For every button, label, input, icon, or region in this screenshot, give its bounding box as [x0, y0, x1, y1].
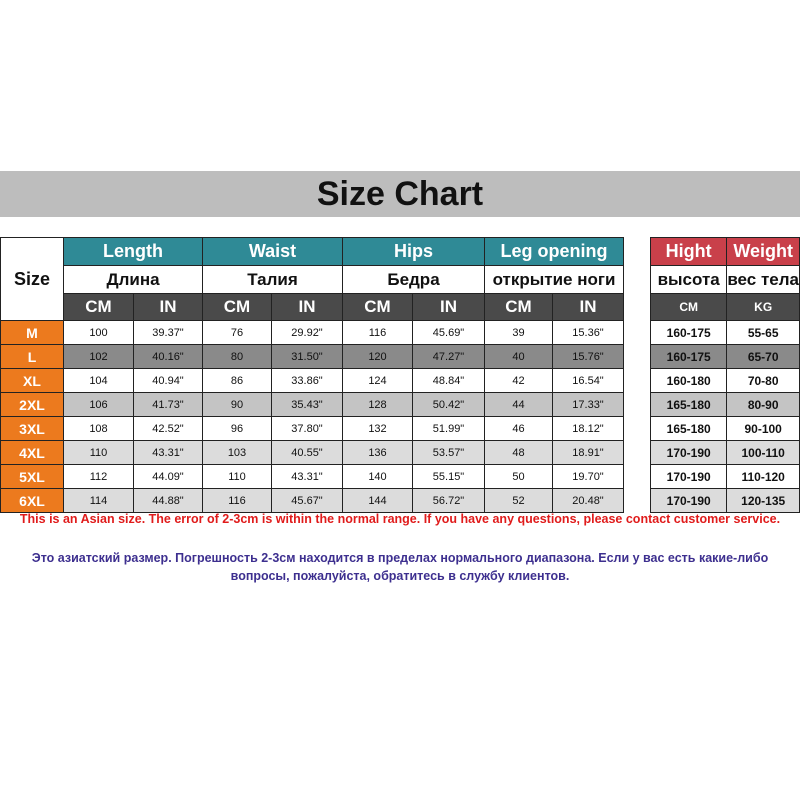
header-length-ru: Длина: [64, 266, 203, 294]
header-waist: Waist: [203, 238, 343, 266]
cell-waist-cm: 90: [203, 393, 272, 417]
unit-in: IN: [272, 294, 343, 321]
cell-leg-cm: 48: [485, 441, 553, 465]
cell-leg-cm: 40: [485, 345, 553, 369]
table-row: [1, 417, 624, 441]
cell-leg-in: 20.48": [553, 489, 624, 513]
cell-leg-in: 19.70": [553, 465, 624, 489]
cell-height: 170-190: [651, 441, 727, 465]
cell-waist-cm: 96: [203, 417, 272, 441]
cell-hips-in: 55.15": [413, 465, 485, 489]
header-height-ru: высота: [651, 266, 727, 294]
cell-height: 170-190: [651, 489, 727, 513]
cell-weight: 120-135: [727, 489, 800, 513]
cell-waist-cm: 103: [203, 441, 272, 465]
header-hips: Hips: [343, 238, 485, 266]
cell-weight: 55-65: [727, 321, 800, 345]
cell-waist-in: 45.67": [272, 489, 343, 513]
cell-height: 170-190: [651, 465, 727, 489]
table-row: [651, 345, 800, 369]
cell-leg-in: 15.76": [553, 345, 624, 369]
header-weight: Weight: [727, 238, 800, 266]
cell-length-cm: 110: [64, 441, 134, 465]
header-height: Hight: [651, 238, 727, 266]
cell-waist-in: 43.31": [272, 465, 343, 489]
cell-waist-in: 29.92": [272, 321, 343, 345]
unit-in: IN: [413, 294, 485, 321]
page-title: Size Chart: [0, 171, 800, 217]
cell-length-in: 43.31": [134, 441, 203, 465]
table-row: [651, 393, 800, 417]
size-label: 4XL: [1, 441, 64, 465]
cell-leg-cm: 42: [485, 369, 553, 393]
cell-length-cm: 114: [64, 489, 134, 513]
table-row: [1, 393, 624, 417]
size-label: 6XL: [1, 489, 64, 513]
cell-hips-in: 51.99": [413, 417, 485, 441]
cell-leg-cm: 50: [485, 465, 553, 489]
cell-weight: 70-80: [727, 369, 800, 393]
size-label: L: [1, 345, 64, 369]
cell-hips-cm: 132: [343, 417, 413, 441]
table-row: [1, 369, 624, 393]
unit-height: CM: [651, 294, 727, 321]
size-label: M: [1, 321, 64, 345]
cell-length-in: 39.37": [134, 321, 203, 345]
cell-hips-cm: 124: [343, 369, 413, 393]
cell-hips-in: 47.27": [413, 345, 485, 369]
cell-leg-cm: 44: [485, 393, 553, 417]
table-row: [1, 489, 624, 513]
table-row: [651, 465, 800, 489]
cell-hips-cm: 136: [343, 441, 413, 465]
cell-height: 165-180: [651, 417, 727, 441]
header-length: Length: [64, 238, 203, 266]
cell-height: 160-180: [651, 369, 727, 393]
header-weight-ru: вес тела: [727, 266, 800, 294]
header-leg-opening: Leg opening: [485, 238, 624, 266]
unit-cm: CM: [485, 294, 553, 321]
table-row: [651, 489, 800, 513]
cell-leg-cm: 39: [485, 321, 553, 345]
table-row: [651, 369, 800, 393]
table-row: [1, 321, 624, 345]
cell-waist-in: 33.86": [272, 369, 343, 393]
cell-weight: 90-100: [727, 417, 800, 441]
cell-waist-cm: 116: [203, 489, 272, 513]
cell-hips-in: 45.69": [413, 321, 485, 345]
cell-length-in: 44.88": [134, 489, 203, 513]
cell-length-in: 44.09": [134, 465, 203, 489]
table-row: [651, 417, 800, 441]
cell-length-cm: 106: [64, 393, 134, 417]
header-leg-opening-ru: открытие ноги: [485, 266, 624, 294]
cell-hips-cm: 120: [343, 345, 413, 369]
unit-in: IN: [553, 294, 624, 321]
cell-weight: 80-90: [727, 393, 800, 417]
cell-hips-in: 50.42": [413, 393, 485, 417]
cell-leg-in: 16.54": [553, 369, 624, 393]
cell-waist-cm: 86: [203, 369, 272, 393]
header-waist-ru: Талия: [203, 266, 343, 294]
cell-hips-cm: 116: [343, 321, 413, 345]
cell-hips-cm: 140: [343, 465, 413, 489]
cell-leg-cm: 46: [485, 417, 553, 441]
size-label: 3XL: [1, 417, 64, 441]
unit-cm: CM: [343, 294, 413, 321]
cell-leg-in: 18.12": [553, 417, 624, 441]
cell-waist-in: 31.50": [272, 345, 343, 369]
unit-cm: CM: [64, 294, 134, 321]
size-label: 5XL: [1, 465, 64, 489]
table-row: [651, 441, 800, 465]
cell-length-cm: 100: [64, 321, 134, 345]
cell-leg-in: 18.91": [553, 441, 624, 465]
cell-height: 160-175: [651, 321, 727, 345]
cell-weight: 65-70: [727, 345, 800, 369]
cell-waist-cm: 110: [203, 465, 272, 489]
note-russian: Это азиатский размер. Погрешность 2-3см находится в пределах нормального диапазона. Если у вас есть какие-либо вопросы, пожалуйста, обратитесь в службу клиентов.: [31, 551, 769, 583]
header-hips-ru: Бедра: [343, 266, 485, 294]
cell-length-in: 40.94": [134, 369, 203, 393]
cell-length-in: 40.16": [134, 345, 203, 369]
table-row: [1, 465, 624, 489]
cell-hips-cm: 128: [343, 393, 413, 417]
size-table: [0, 237, 624, 513]
cell-waist-cm: 80: [203, 345, 272, 369]
table-row: [1, 345, 624, 369]
cell-length-cm: 108: [64, 417, 134, 441]
cell-waist-in: 35.43": [272, 393, 343, 417]
size-header: Size: [1, 238, 64, 321]
cell-length-cm: 102: [64, 345, 134, 369]
cell-waist-in: 37.80": [272, 417, 343, 441]
unit-in: IN: [134, 294, 203, 321]
cell-leg-in: 15.36": [553, 321, 624, 345]
cell-waist-in: 40.55": [272, 441, 343, 465]
cell-length-in: 42.52": [134, 417, 203, 441]
cell-weight: 110-120: [727, 465, 800, 489]
cell-length-cm: 104: [64, 369, 134, 393]
cell-hips-in: 48.84": [413, 369, 485, 393]
size-label: XL: [1, 369, 64, 393]
cell-waist-cm: 76: [203, 321, 272, 345]
note-english: This is an Asian size. The error of 2-3cm is within the normal range. If you have any questions, please contact customer service.: [19, 512, 781, 526]
size-label: 2XL: [1, 393, 64, 417]
cell-length-cm: 112: [64, 465, 134, 489]
unit-weight: KG: [727, 294, 800, 321]
cell-weight: 100-110: [727, 441, 800, 465]
cell-leg-in: 17.33": [553, 393, 624, 417]
cell-height: 160-175: [651, 345, 727, 369]
cell-length-in: 41.73": [134, 393, 203, 417]
cell-height: 165-180: [651, 393, 727, 417]
cell-hips-in: 53.57": [413, 441, 485, 465]
cell-leg-cm: 52: [485, 489, 553, 513]
table-row: [1, 441, 624, 465]
table-row: [651, 321, 800, 345]
cell-hips-cm: 144: [343, 489, 413, 513]
cell-hips-in: 56.72": [413, 489, 485, 513]
unit-cm: CM: [203, 294, 272, 321]
body-size-table: [650, 237, 800, 513]
